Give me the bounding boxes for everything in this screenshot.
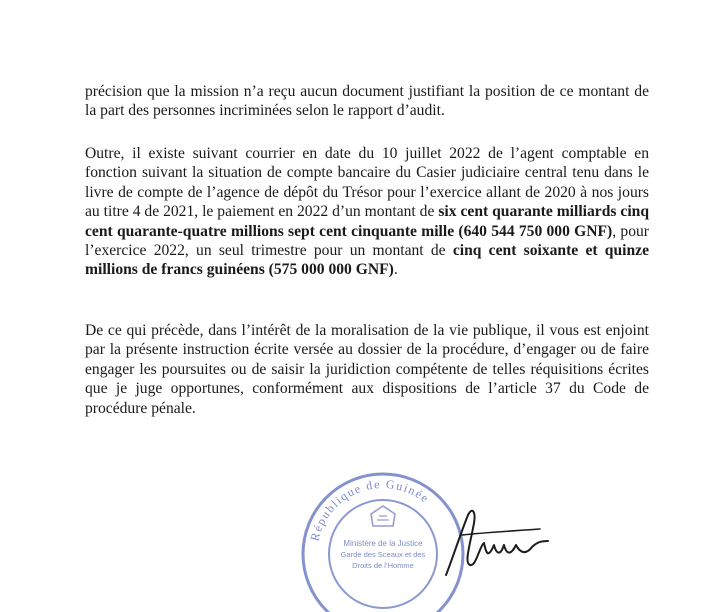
payment-text-part3: . xyxy=(393,261,398,279)
amount-575-million: cinq cent soixante et quinze millions de francs guinéens (575 000 000 GNF) xyxy=(85,242,649,279)
paragraph-payment-details xyxy=(85,144,649,280)
stamp-outer-text: République de Guinée xyxy=(307,476,433,543)
stamp-emblem-icon xyxy=(371,506,395,526)
paragraph-audit-precision: précision que la mission n’a reçu aucun document justifiant la position de ce montant de la part des personnes incriminées selon le rapport d’audit. xyxy=(85,83,649,120)
amount-640-billion: six cent quarante milliards cinq cent quarante-quatre millions sept cent cinquante mille (640 544 750 000 GNF) xyxy=(85,203,649,240)
stamp-inner-line-3: Droits de l’Homme xyxy=(352,561,414,570)
payment-text-part2: , pour l’exercice 2022, un seul trimestre pour un montant de xyxy=(85,222,649,260)
handwritten-signature xyxy=(440,505,560,580)
paragraph-instruction: De ce qui précède, dans l’intérêt de la moralisation de la vie publique, il vous est enjoint par la présente instruction écrite versée au dossier de la procédure, d’engager ou de faire engager les poursuites ou de saisir la juridiction compétente de telles réquisitions écrites que je juge opportunes, conformément aux dispositions de l’article 37 du Code de procédure pénale. xyxy=(85,322,649,417)
stamp-inner-line-1: Ministère de la Justice xyxy=(343,539,423,548)
payment-text-part1: Outre, il existe suivant courrier en date du 10 juillet 2022 de l’agent comptable en fonction suivant la situation de compte bancaire du Casier judiciaire central tenu dans le livre de compte de l’agence de dépôt du Trésor pour l’exercice allant de 2020 à nos jours au titre 4 de 2021, le paiement en 2022 d’un montant de xyxy=(85,145,649,221)
stamp-inner-line-2: Garde des Sceaux et des xyxy=(340,550,426,559)
